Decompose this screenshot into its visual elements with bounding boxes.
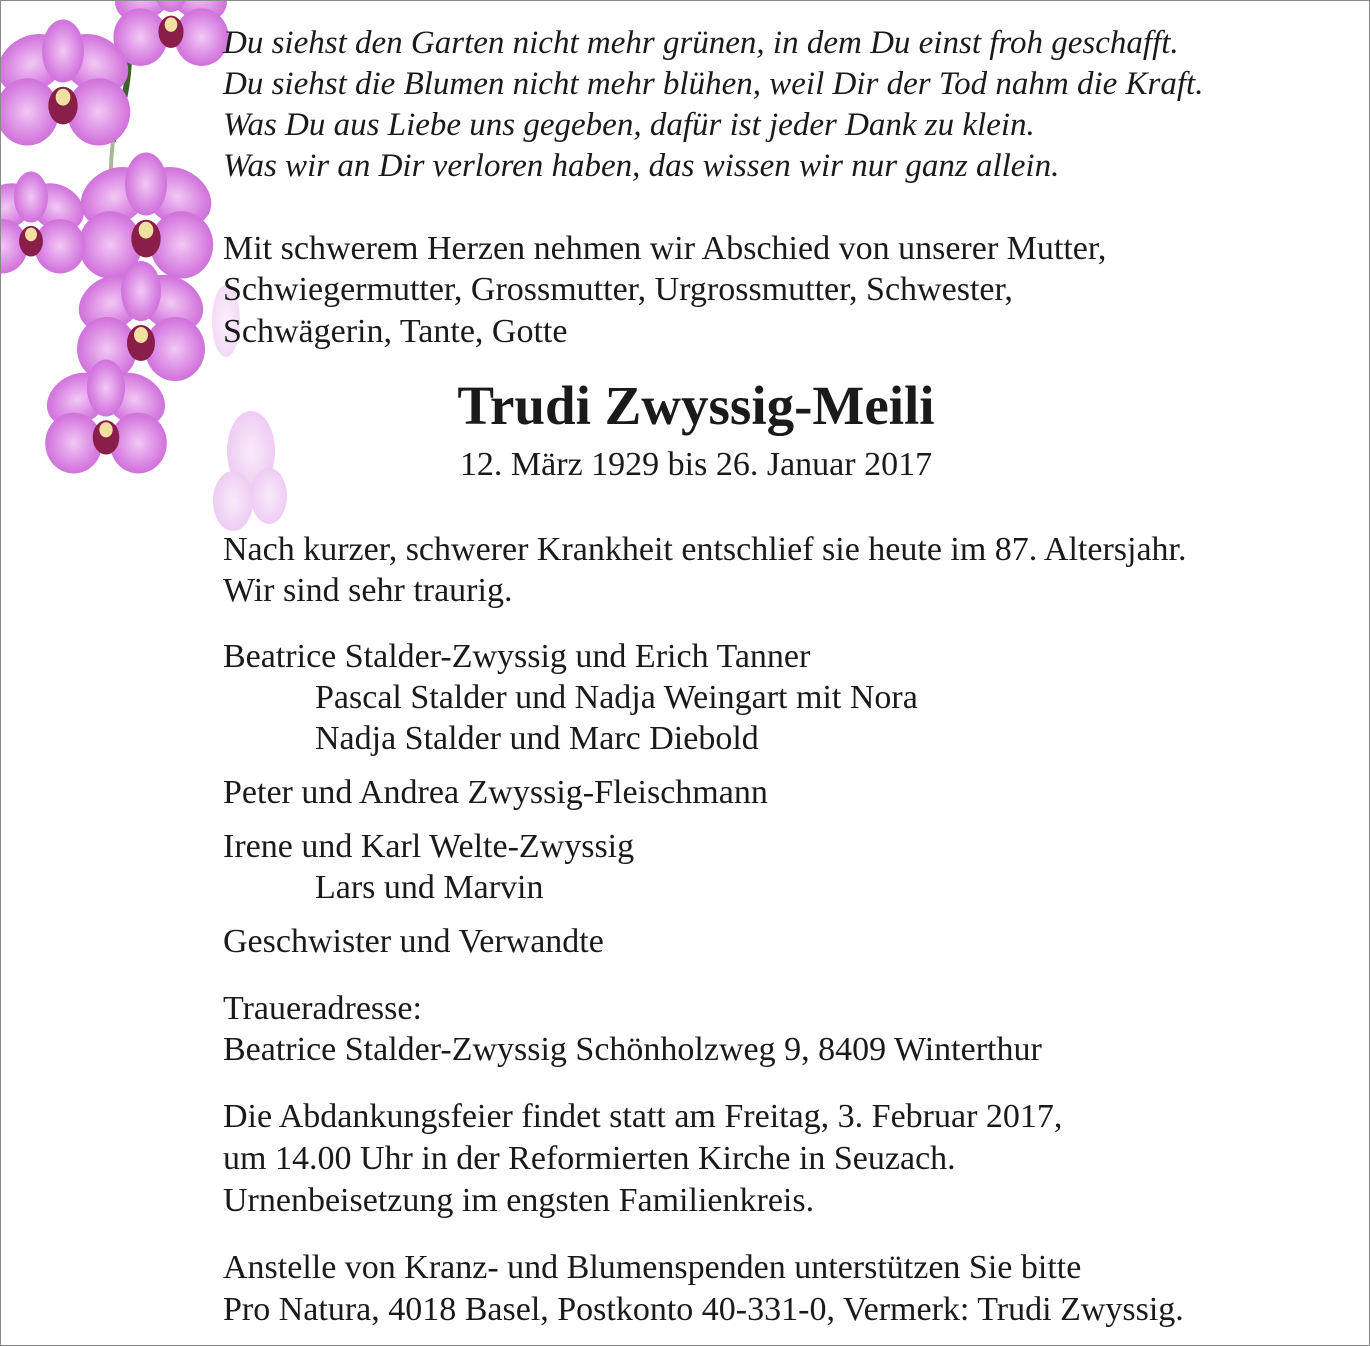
donation-line-1: Anstelle von Kranz- und Blumenspenden unterstützen Sie bitte [223,1249,1082,1286]
family-group1-child-2: Nadja Stalder und Marc Diebold [315,720,759,757]
intro-line-3: Schwägerin, Tante, Gotte [223,313,568,350]
poem-line-1: Du siehst den Garten nicht mehr grünen, in dem Du einst froh geschafft. [223,25,1179,61]
family-group2-main: Peter und Andrea Zwyssig-Fleischmann [223,774,768,811]
donation-line-2: Pro Natura, 4018 Basel, Postkonto 40-331-0, Vermerk: Trudi Zwyssig. [223,1291,1184,1328]
deceased-name: Trudi Zwyssig-Meili [457,375,935,436]
poem-line-3: Was Du aus Liebe uns gegeben, dafür ist jeder Dank zu klein. [223,107,1035,143]
family-group3-main: Irene und Karl Welte-Zwyssig [223,828,635,865]
family-group1-main: Beatrice Stalder-Zwyssig und Erich Tanner [223,638,811,675]
address-line: Beatrice Stalder-Zwyssig Schönholzweg 9, 8409 Winterthur [223,1031,1042,1068]
family-group1-child-1: Pascal Stalder und Nadja Weingart mit Nora [315,679,918,716]
service-line-2: um 14.00 Uhr in der Reformierten Kirche in Seuzach. [223,1140,956,1177]
intro-line-2: Schwiegermutter, Grossmutter, Urgrossmutter, Schwester, [223,271,1013,308]
poem-line-2: Du siehst die Blumen nicht mehr blühen, weil Dir der Tod nahm die Kraft. [223,66,1204,102]
message-line-2: Wir sind sehr traurig. [223,572,513,609]
family-group3-child-1: Lars und Marvin [315,869,544,906]
life-dates: 12. März 1929 bis 26. Januar 2017 [459,446,933,483]
message-line-1: Nach kurzer, schwerer Krankheit entschlief sie heute im 87. Altersjahr. [223,531,1187,568]
service-line-1: Die Abdankungsfeier findet statt am Freitag, 3. Februar 2017, [223,1098,1063,1135]
poem-line-4: Was wir an Dir verloren haben, das wissen wir nur ganz allein. [223,148,1060,184]
address-label: Traueradresse: [223,990,422,1027]
intro-line-1: Mit schwerem Herzen nehmen wir Abschied von unserer Mutter, [223,230,1107,267]
service-line-3: Urnenbeisetzung im engsten Familienkreis. [223,1182,815,1219]
family-group4-main: Geschwister und Verwandte [223,923,604,960]
